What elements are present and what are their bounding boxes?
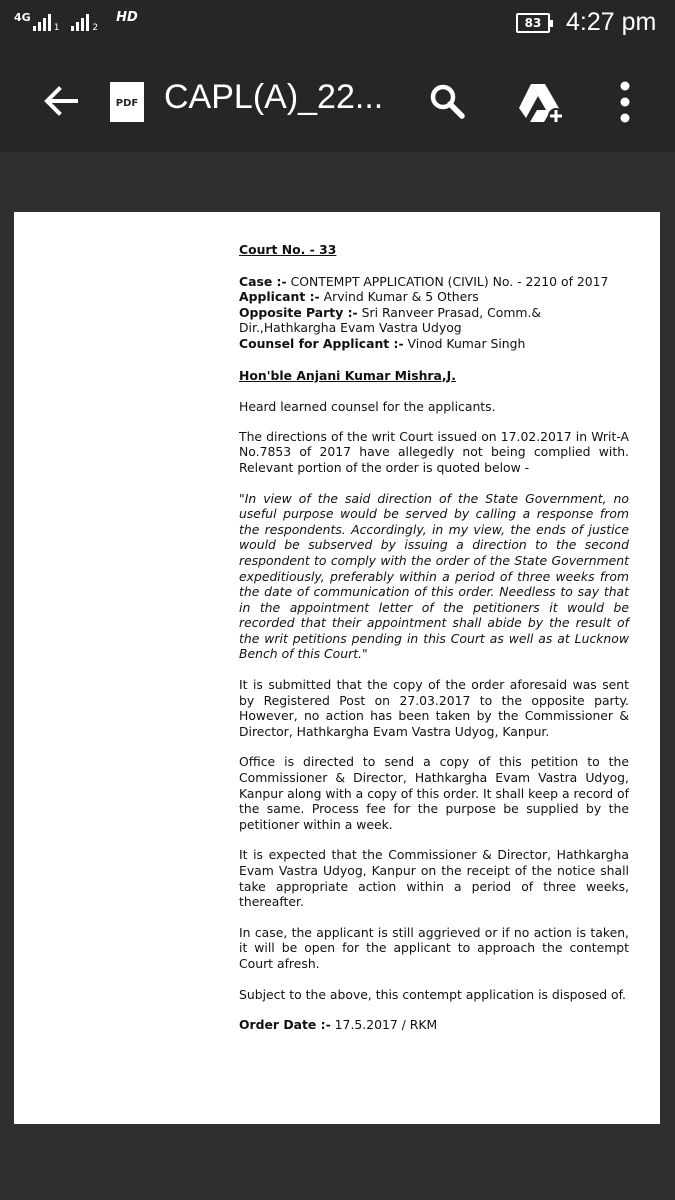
case-line [239,274,629,290]
counsel-value: Vinod Kumar Singh [403,335,526,351]
applicant-line [239,289,629,305]
order-text [239,242,629,1033]
pdf-page[interactable] [14,212,660,1124]
sim1-label: 1 [53,23,60,33]
back-arrow-icon[interactable] [38,78,84,124]
paragraph: The directions of the writ Court issued on 17.02.2017 in Writ-A No.7853 of 2017 have allegedly not being complied with. Relevant portion of the order is quoted below - [239,428,629,475]
search-icon[interactable] [428,82,468,122]
judge-name: Hon'ble Anjani Kumar Mishra,J. [239,367,456,383]
signal-strength-icon [33,14,51,31]
paragraph: It is expected that the Commissioner & Director, Hathkargha Evam Vastra Udyog, Kanpur on the receipt of the notice shall take appropriate action within a period of three weeks, thereafter. [239,847,629,910]
paragraph: Subject to the above, this contempt application is disposed of. [239,986,626,1002]
quoted-order: "In view of the said direction of the State Government, no useful purpose would be served by calling a response from the respondents. Accordingly, in my view, the ends of justice would be subserved by issuing a direction to the second respondent to comply with the order of the State Government expeditiously, preferably within a period of three weeks from the date of communication of this order. Needless to say that in the appointment letter of the petitioners it would be recorded that their appointment shall abide by the result of the writ petitions pending in this Court as well as at Lucknow Bench of this Court." [239,490,629,662]
paragraph: Heard learned counsel for the applicants. [239,399,496,415]
pdf-icon-label: PDF [115,98,139,109]
battery-icon [516,13,550,33]
opposite-party-line [239,305,629,336]
signal-strength-icon [71,14,89,31]
case-label: Case :- [239,273,287,289]
document-title: CAPL(A)_22... [164,78,384,116]
status-time: 4:27 pm [566,8,657,36]
paragraph: Office is directed to send a copy of this petition to the Commissioner & Director, Hathkargha Evam Vastra Udyog, Kanpur along with a copy of this order. It shall keep a record of the same. Process fee for the purpose be supplied by the petitioner within a week. [239,754,629,832]
paragraph: In case, the applicant is still aggrieved or if no action is taken, it will be open for the applicant to approach the contempt Court afresh. [239,924,629,971]
court-number: Court No. - 33 [239,242,337,257]
paragraph: It is submitted that the copy of the order aforesaid was sent by Registered Post on 27.03.2017 to the opposite party. However, no action has been taken by the Commissioner & Director, Hathkargha Evam Vastra Udyog, Kanpur. [239,677,629,739]
more-vert-icon[interactable] [612,80,638,124]
network-type-label: 4G [14,11,31,24]
applicant-label: Applicant :- [239,289,320,305]
order-date-line [239,1017,629,1033]
status-bar [0,0,675,50]
order-date-value: 17.5.2017 / RKM [330,1017,438,1033]
battery-level: 83 [524,16,542,30]
applicant-value: Arvind Kumar & 5 Others [319,289,479,305]
pdf-file-icon [110,82,144,122]
sim2-label: 2 [92,23,99,33]
counsel-label: Counsel for Applicant :- [239,335,404,351]
hd-label: HD [116,10,138,25]
opposite-party-value: Sri Ranveer Prasad, Comm.& Dir.,Hathkargha Evam Vastra Udyog [239,304,542,336]
opposite-party-label: Opposite Party :- [239,304,358,320]
case-value: CONTEMPT APPLICATION (CIVIL) No. - 2210 of 2017 [286,273,609,289]
order-date-label: Order Date :- [239,1017,331,1033]
counsel-line [239,336,629,352]
signal-indicators [14,10,138,33]
drive-add-icon[interactable] [516,80,566,124]
